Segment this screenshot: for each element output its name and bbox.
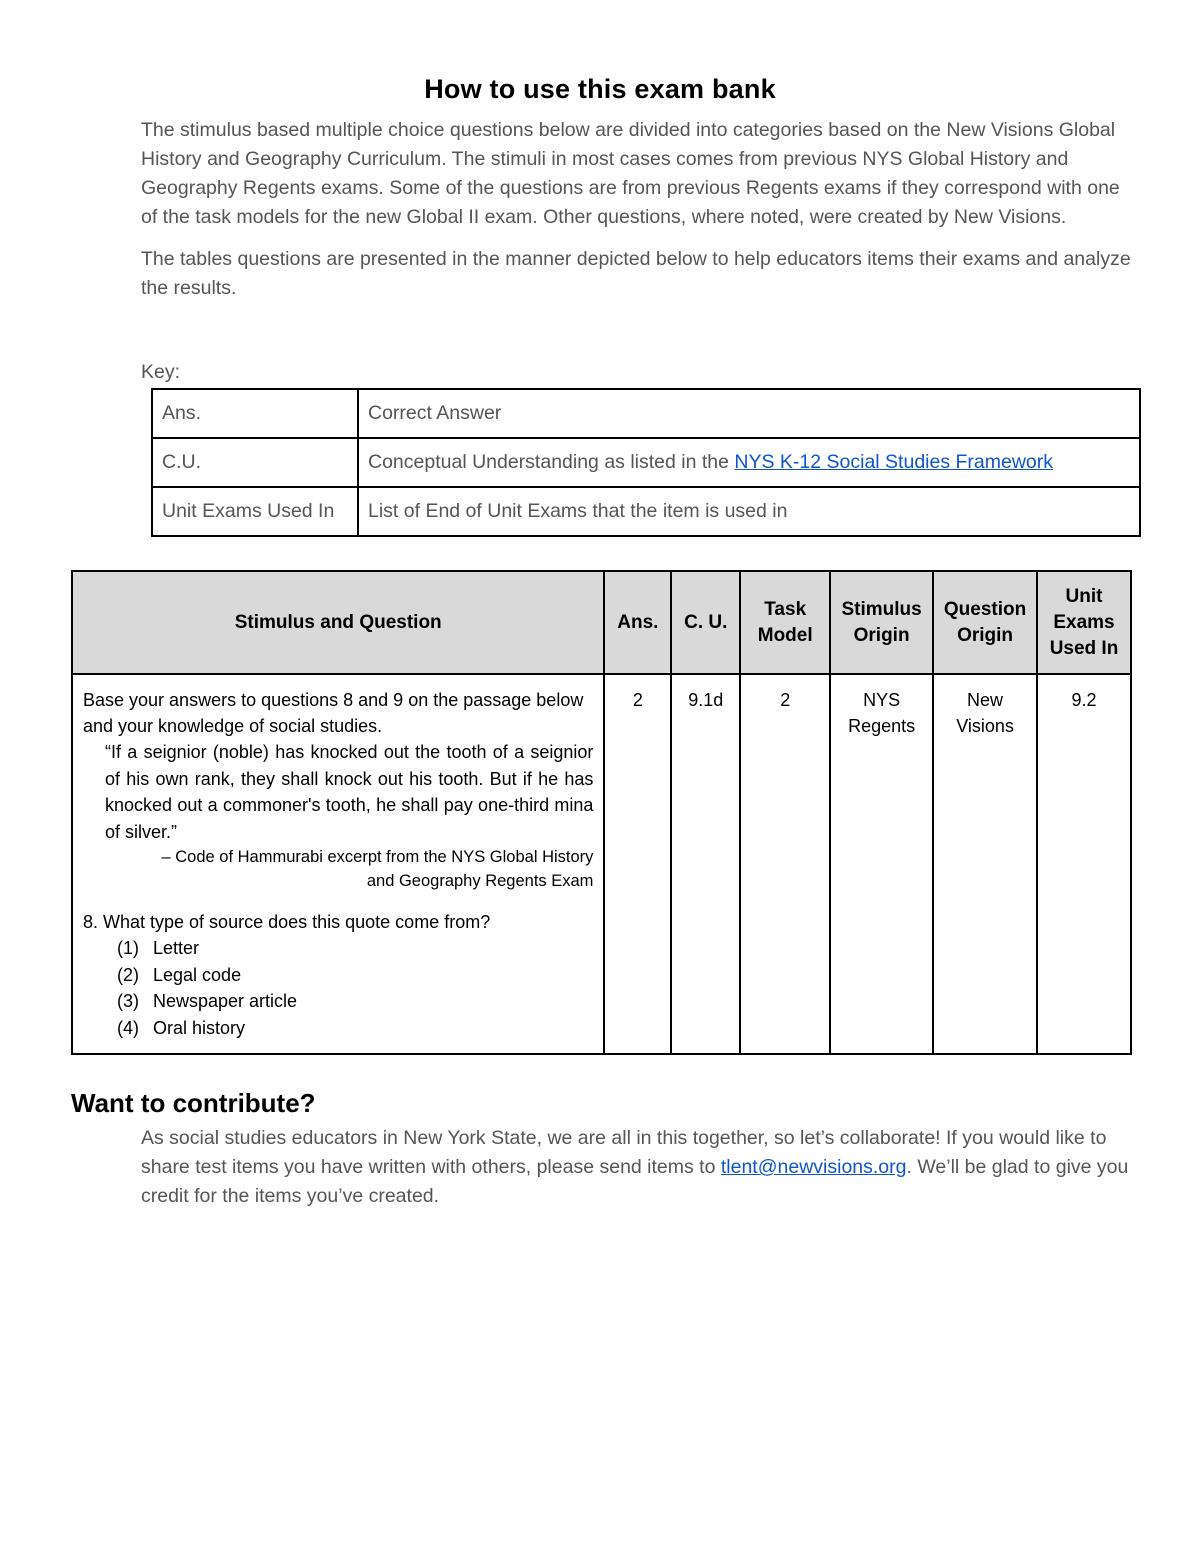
answer-choices bbox=[83, 935, 593, 1041]
header-question-origin: Question Origin bbox=[933, 571, 1037, 674]
stimulus-quote: “If a seignior (noble) has knocked out the tooth of a seignior of his own rank, they shall knock out his tooth. But if he has knocked out a commoner's tooth, he shall pay one-third mina of silver.” bbox=[105, 742, 594, 842]
choice-text: Oral history bbox=[153, 1017, 246, 1038]
contribute-text bbox=[141, 1124, 1141, 1211]
stimulus-citation-line-1: – Code of Hammurabi excerpt from the NYS Global History bbox=[161, 848, 594, 866]
page-title: How to use this exam bank bbox=[424, 74, 776, 104]
key-definition: Conceptual Understanding as listed in the bbox=[368, 451, 735, 473]
header-stimulus-origin: Stimulus Origin bbox=[830, 571, 933, 674]
intro-paragraph-1: The stimulus based multiple choice questions below are divided into categories based on the New Visions Global History and Geography Curriculum. The stimuli in most cases comes from previous NYS Global History and Geography Regents exams. Some of the questions are from previous Regents exams if they correspond with one of the task models for the new Global II exam. Other questions, where noted, were created by New Visions. bbox=[141, 119, 1120, 228]
key-row bbox=[152, 438, 1140, 487]
key-row bbox=[152, 389, 1140, 438]
table-row bbox=[72, 674, 1131, 1054]
stimulus-intro: Base your answers to questions 8 and 9 on the passage below and your knowledge of social studies. bbox=[83, 690, 584, 736]
key-definition: Correct Answer bbox=[358, 389, 1140, 438]
header-unit-exams: Unit Exams Used In bbox=[1037, 571, 1131, 674]
cell-question-origin: New Visions bbox=[933, 674, 1037, 1054]
contribute-body: As social studies educators in New York State, we are all in this together, so let’s collaborate! If you would like to share test items you have written with others, please send items to bbox=[141, 1127, 1107, 1178]
contribute-heading: Want to contribute? bbox=[71, 1088, 316, 1118]
framework-link[interactable]: NYS K-12 Social Studies Framework bbox=[734, 451, 1054, 473]
key-definition-cell bbox=[358, 438, 1140, 487]
choice-number: (1) bbox=[117, 938, 139, 958]
key-row bbox=[152, 487, 1140, 536]
cell-cu: 9.1d bbox=[671, 674, 740, 1054]
question-text: 8. What type of source does this quote come from? bbox=[83, 912, 491, 932]
choice-number: (3) bbox=[117, 991, 139, 1011]
header-ans: Ans. bbox=[604, 571, 671, 674]
answer-choice bbox=[117, 1015, 593, 1042]
answer-choice bbox=[117, 988, 593, 1015]
table-header-row bbox=[72, 571, 1131, 674]
choice-number: (4) bbox=[117, 1017, 139, 1038]
cell-task-model: 2 bbox=[740, 674, 830, 1054]
key-term: C.U. bbox=[152, 438, 358, 487]
choice-text: Letter bbox=[153, 938, 200, 958]
header-stimulus: Stimulus and Question bbox=[72, 571, 604, 674]
cell-stimulus-origin: NYS Regents bbox=[830, 674, 933, 1054]
key-table bbox=[151, 388, 1141, 537]
answer-choice bbox=[117, 962, 593, 989]
key-term: Unit Exams Used In bbox=[152, 487, 358, 536]
key-label: Key: bbox=[141, 361, 181, 383]
question-table bbox=[71, 570, 1132, 1055]
intro-section bbox=[141, 116, 1141, 316]
email-link[interactable]: tlent@newvisions.org bbox=[720, 1156, 907, 1178]
header-cu: C. U. bbox=[671, 571, 740, 674]
stimulus-question-cell bbox=[72, 674, 604, 1054]
cell-unit-exams: 9.2 bbox=[1037, 674, 1131, 1054]
key-term: Ans. bbox=[152, 389, 358, 438]
choice-text: Newspaper article bbox=[153, 991, 298, 1011]
choice-number: (2) bbox=[117, 964, 139, 985]
answer-choice bbox=[117, 935, 593, 962]
choice-text: Legal code bbox=[153, 964, 242, 985]
cell-ans: 2 bbox=[604, 674, 671, 1054]
key-definition: List of End of Unit Exams that the item is used in bbox=[358, 487, 1140, 536]
header-task-model: Task Model bbox=[740, 571, 830, 674]
contribute-body-end: . We’ll be glad to give you credit for the items you’ve created. bbox=[141, 1156, 1129, 1207]
stimulus-citation-line-2: and Geography Regents Exam bbox=[366, 872, 594, 890]
intro-paragraph-2: The tables questions are presented in the manner depicted below to help educators items their exams and analyze the results. bbox=[141, 248, 1131, 299]
